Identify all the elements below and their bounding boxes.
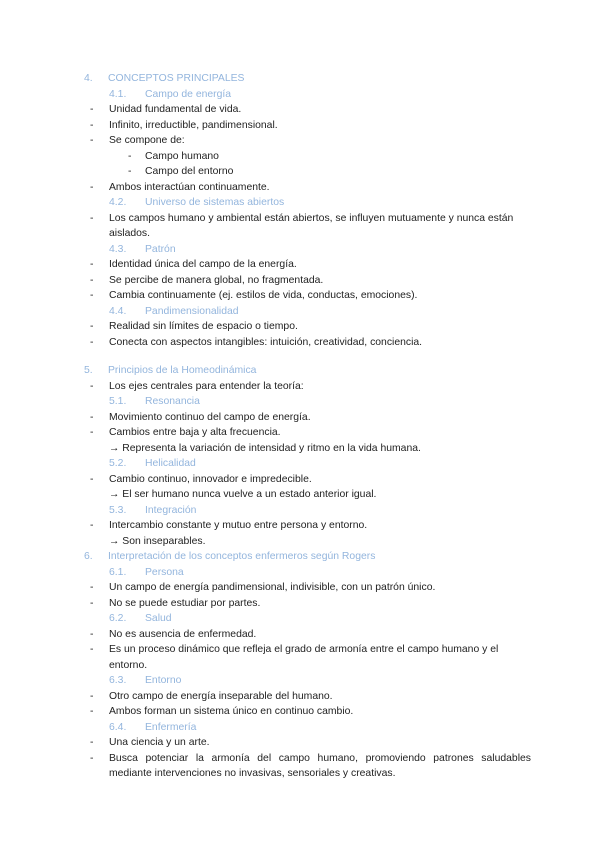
list-item: - Unidad fundamental de vida. [90, 104, 242, 115]
nested-list-item: - Campo del entorno [128, 166, 234, 177]
subsection-heading: 5.3. Integración [109, 504, 197, 516]
list-item: - Es un proceso dinámico que refleja el grado de armonía entre el campo humano y el entorno. [90, 644, 499, 671]
nested-list-item: - Campo humano [128, 150, 219, 162]
list-item: - Se percibe de manera global, no fragmentada. [90, 274, 324, 286]
subsection-heading: 5.1. Resonancia [109, 396, 200, 407]
list-item: - Los ejes centrales para entender la teoría: [90, 380, 304, 392]
subsection-heading: 5.2. Helicalidad [109, 458, 196, 469]
list-item: - Se compone de: [90, 135, 185, 146]
subsection-heading: 6.4. Enfermería [109, 721, 197, 733]
section-heading: 5. Principios de la Homeodinámica [84, 365, 257, 376]
list-item: - Cambios entre baja y alta frecuencia. [90, 427, 281, 438]
subsection-heading: 6.1. Persona [109, 566, 184, 578]
arrow-note: → Representa la variación de intensidad y ritmo en la vida humana. [109, 442, 421, 454]
list-item: - Cambio continuo, innovador e impredecible. [90, 473, 312, 485]
section-spacer [0, 350, 600, 363]
list-item: - Cambia continuamente (ej. estilos de vida, conductas, emociones). [90, 290, 418, 301]
list-item: - No se puede estudiar por partes. [90, 597, 261, 609]
subsection-heading: 4.2. Universo de sistemas abiertos [109, 197, 285, 208]
subsection-heading: 4.3. Patrón [109, 243, 176, 255]
list-item: - Los campos humano y ambiental están abiertos, se influyen mutuamente y nunca están aislados. [90, 212, 514, 239]
list-item: - Movimiento continuo del campo de energía. [90, 411, 311, 423]
list-item: - Conecta con aspectos intangibles: intuición, creatividad, conciencia. [90, 336, 423, 348]
list-item: - Ambos forman un sistema único en continuo cambio. [90, 706, 354, 717]
list-item: - Realidad sin límites de espacio o tiempo. [90, 321, 298, 332]
subsection-heading: 4.4. Pandimensionalidad [109, 305, 239, 317]
arrow-note: → El ser humano nunca vuelve a un estado anterior igual. [109, 489, 377, 500]
arrow-note: → Son inseparables. [109, 535, 206, 547]
list-item: - Intercambio constante y mutuo entre persona y entorno. [90, 520, 368, 531]
list-item: - Una ciencia y un arte. [90, 737, 210, 748]
list-item: - Ambos interactúan continuamente. [90, 181, 270, 193]
list-item: - Busca potenciar la armonía del campo humano, promoviendo patrones saludables mediante intervenciones no invasivas, sensoriales y creativas. [90, 752, 531, 779]
list-item: - Un campo de energía pandimensional, indivisible, con un patrón único. [90, 582, 436, 593]
document-page [0, 71, 600, 782]
subsection-heading: 4.1. Campo de energía [109, 88, 232, 100]
list-item: - Identidad única del campo de la energía. [90, 259, 297, 270]
subsection-heading: 6.2. Salud [109, 613, 172, 624]
section-heading: 4. CONCEPTOS PRINCIPALES [84, 73, 245, 84]
list-item: - Infinito, irreductible, pandimensional. [90, 119, 278, 131]
subsection-heading: 6.3. Entorno [109, 675, 182, 686]
section-heading: 6. Interpretación de los conceptos enfermeros según Rogers [84, 551, 376, 562]
list-item: - Otro campo de energía inseparable del humano. [90, 690, 333, 702]
list-item: - No es ausencia de enfermedad. [90, 628, 257, 640]
